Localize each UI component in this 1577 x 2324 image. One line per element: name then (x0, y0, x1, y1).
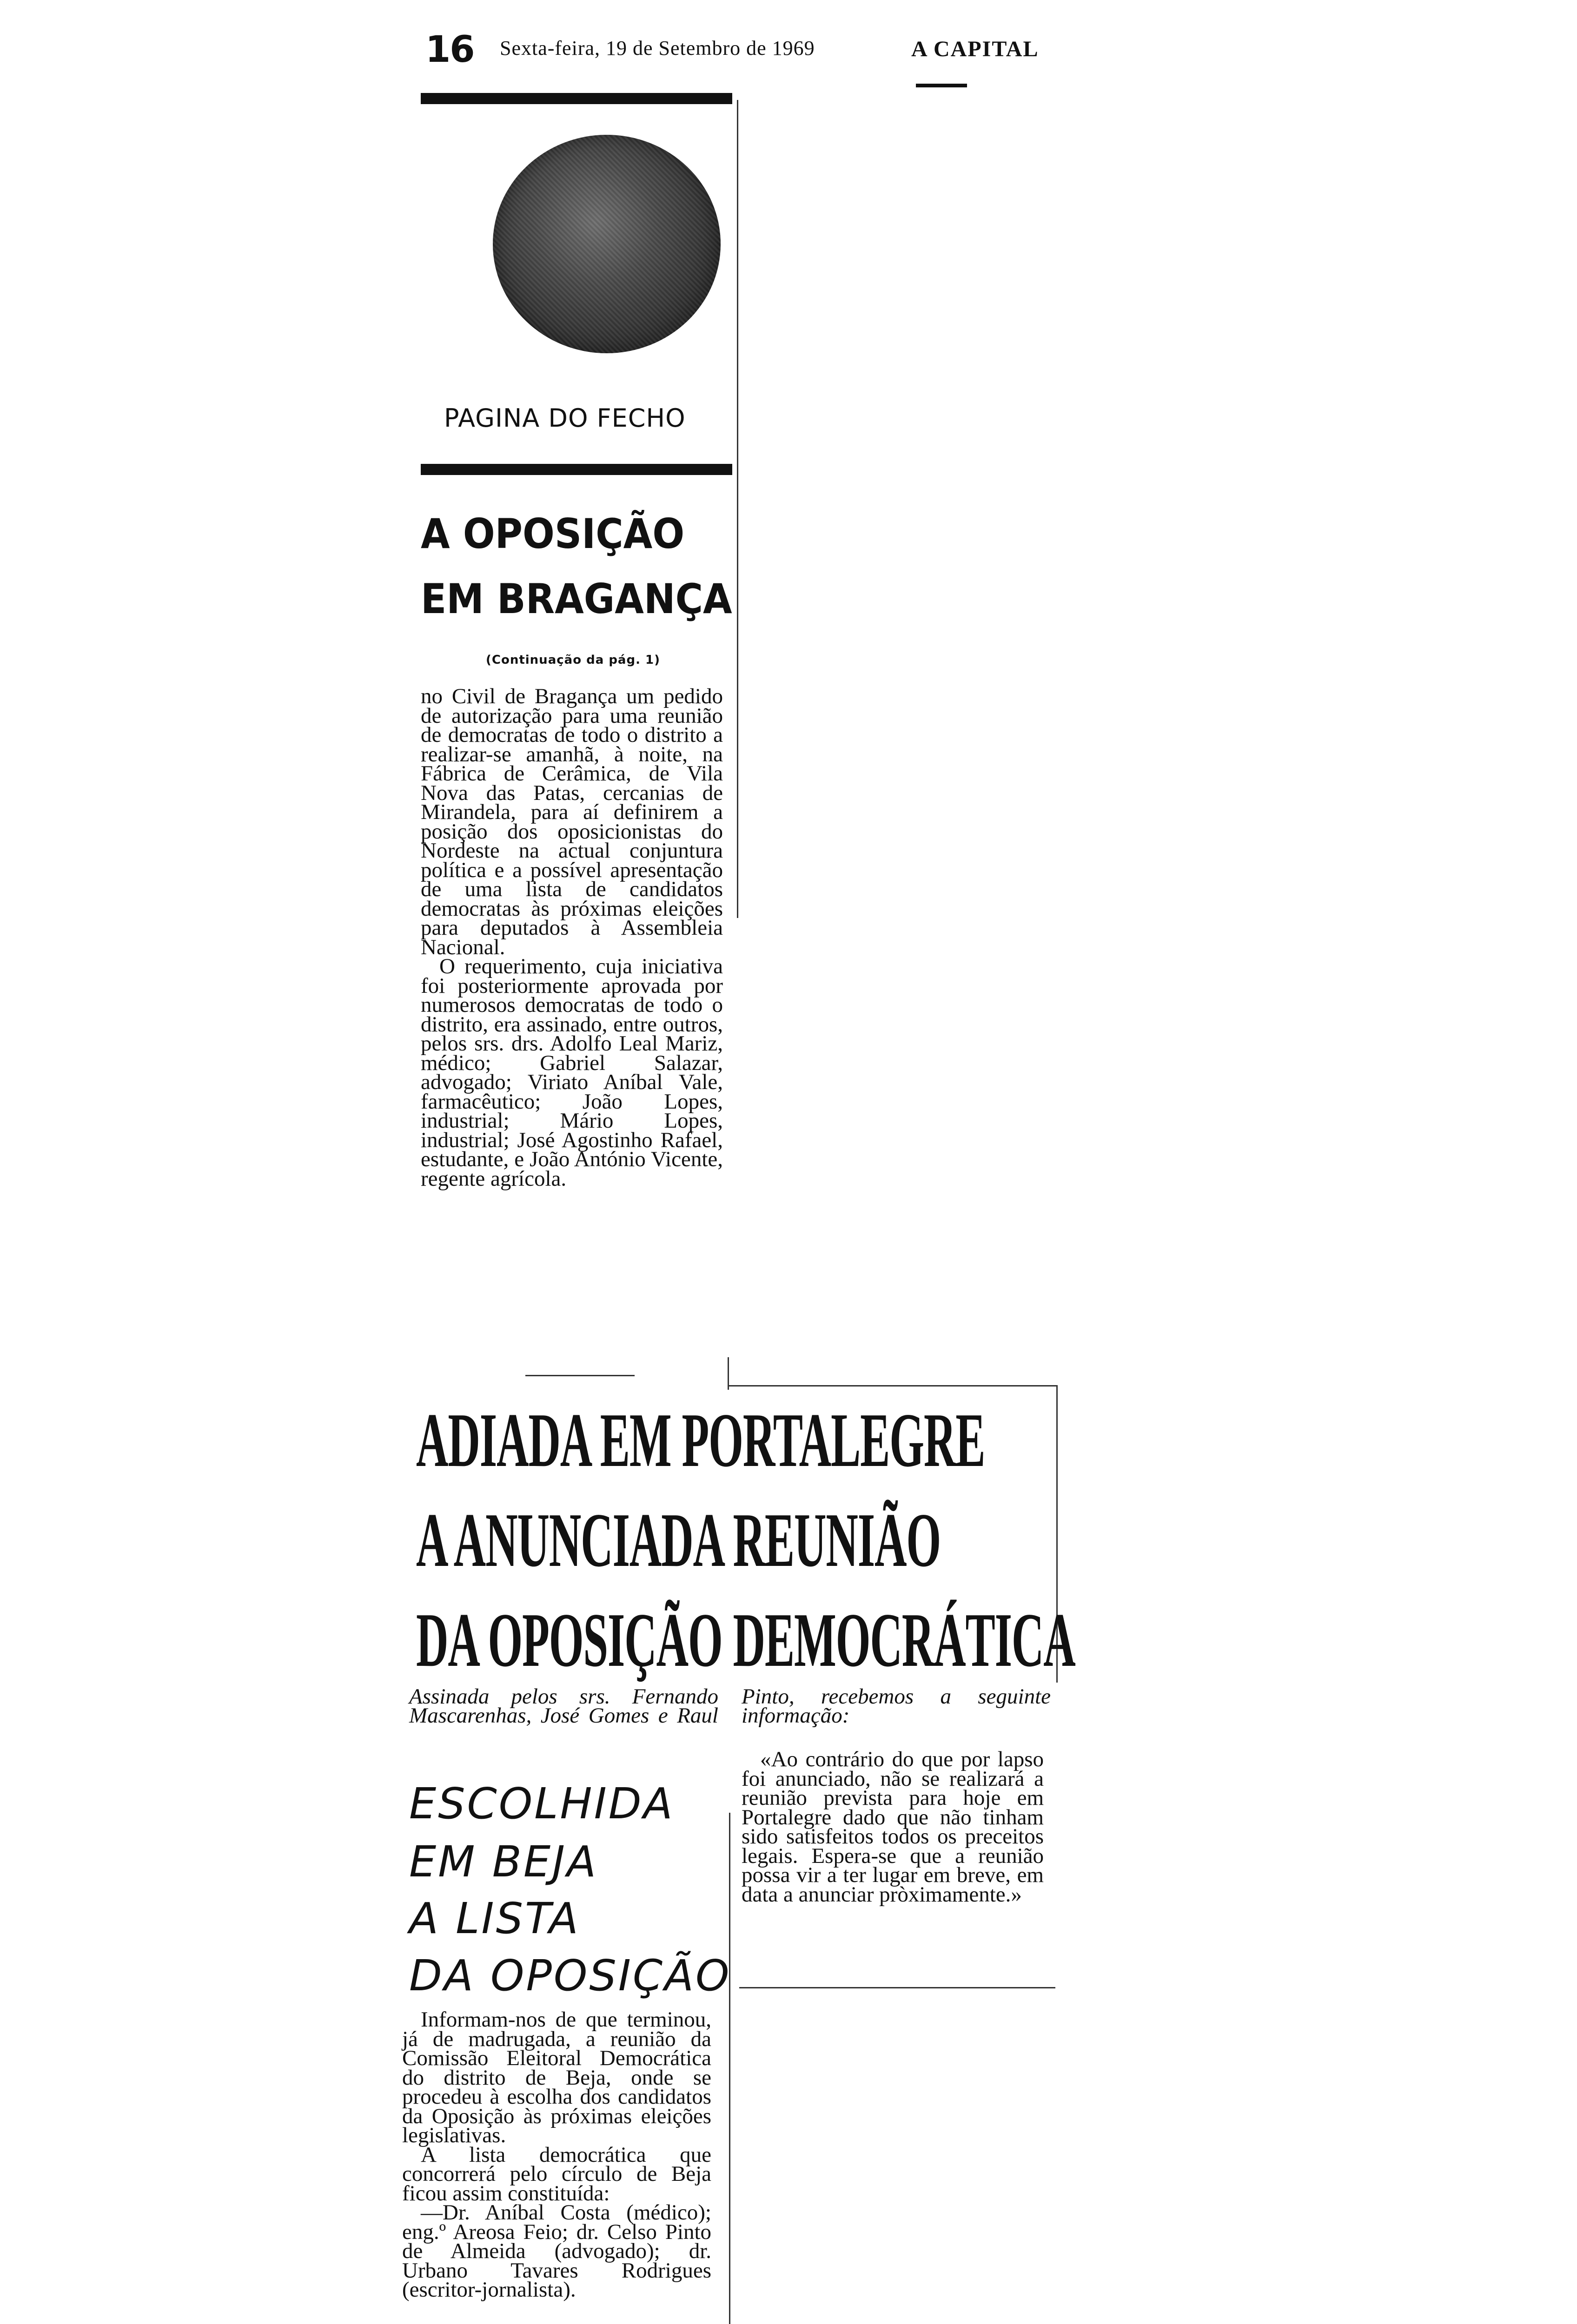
portalegre-box-top (728, 1385, 1058, 1386)
braganca-paragraph-1: no Civil de Bragança um pedido de autorização para uma reunião de democratas de todo o distrito a realizar-se amanhã, à noite, na Fábrica de Cerâmica, de Vila Nova das Patas, cercanias de Mirandela, para aí definirem a posição dos oposicionistas do Nordeste na actual conjuntura política e a possível apresentação de uma lista de candidatos democratas às próximas eleições para deputados à Assembleia Nacional. (421, 684, 723, 959)
braganca-headline-line1: A OPOSIÇÃO (421, 510, 685, 558)
issue-date: Sexta-feira, 19 de Setembro de 1969 (500, 37, 815, 59)
portalegre-end-rule (739, 1987, 1055, 1988)
beja-headline-line3: A LISTA (409, 1894, 580, 1943)
beja-headline-line1: ESCOLHIDA (409, 1779, 675, 1829)
braganca-paragraph-2: O requerimento, cuja iniciativa foi posteriormente aprovada por numerosos democratas de todo o distrito, era assinado, entre outros, pelos srs. drs. Adolfo Leal Mariz, médico; Gabriel Salazar, advogado; Viriato Aníbal Vale, farmacêutico; João Lopes, industrial; Mário Lopes, industrial; José Agostinho Rafael, estudante, e João António Vicente, regente agrícola. (421, 954, 723, 1191)
newspaper-name: A CAPITAL (911, 37, 1039, 61)
beja-paragraph-3: —Dr. Aníbal Costa (médico); eng.º Areosa Feio; dr. Celso Pinto de Almeida (advogado); dr. Urbano Tavares Rodrigues (escritor-jornalista). (402, 2200, 711, 2302)
beja-headline-line2: EM BEJA (409, 1837, 598, 1887)
section-top-rule (421, 93, 732, 104)
braganca-body (421, 684, 723, 1191)
braganca-end-rule (525, 1375, 635, 1376)
beja-column-rule (729, 1813, 730, 2324)
page-number: 16 (425, 29, 474, 71)
beja-paragraph-1: Informam-nos de que terminou, já de madrugada, a reunião da Comissão Eleitoral Democrática do distrito de Beja, onde se procedeu à escolha dos candidatos da Oposição às próximas eleições legislativas. (402, 2007, 711, 2147)
column-rule-right (737, 100, 738, 918)
portalegre-headline-line1: ADIADA EM PORTALEGRE (416, 1397, 985, 1483)
section-photo (493, 135, 721, 353)
portalegre-headline-line2: A ANUNCIADA REUNIÃO (416, 1497, 941, 1583)
section-bottom-rule (421, 464, 732, 475)
portalegre-headline-line3: DA OPOSIÇÃO DEMOCRÁTICA (416, 1597, 1075, 1683)
portalegre-intro: Assinada pelos srs. Fernando Mascarenhas, José Gomes e Raul Pinto, recebemos a seguinte informação: (409, 1684, 1051, 1728)
continuation-note: (Continuação da pág. 1) (486, 653, 660, 667)
beja-paragraph-2: A lista democrática que concorrerá pelo círculo de Beja ficou assim constituída: (402, 2142, 711, 2205)
section-label: PAGINA DO FECHO (444, 403, 686, 433)
beja-headline-line4: DA OPOSIÇÃO (409, 1951, 731, 2000)
braganca-headline-line2: EM BRAGANÇA (421, 575, 732, 623)
portalegre-quote (742, 1747, 1044, 1907)
beja-body (402, 2007, 711, 2302)
masthead-mark (916, 84, 967, 87)
portalegre-quote-text: «Ao contrário do que por lapso foi anunciado, não se realizará a reunião prevista para hoje em Portalegre dado que não tinham sido satisfeitos todos os preceitos legais. Espera-se que a reunião possa vir a ter lugar em breve, em data a anunciar pròximamente.» (742, 1747, 1044, 1907)
